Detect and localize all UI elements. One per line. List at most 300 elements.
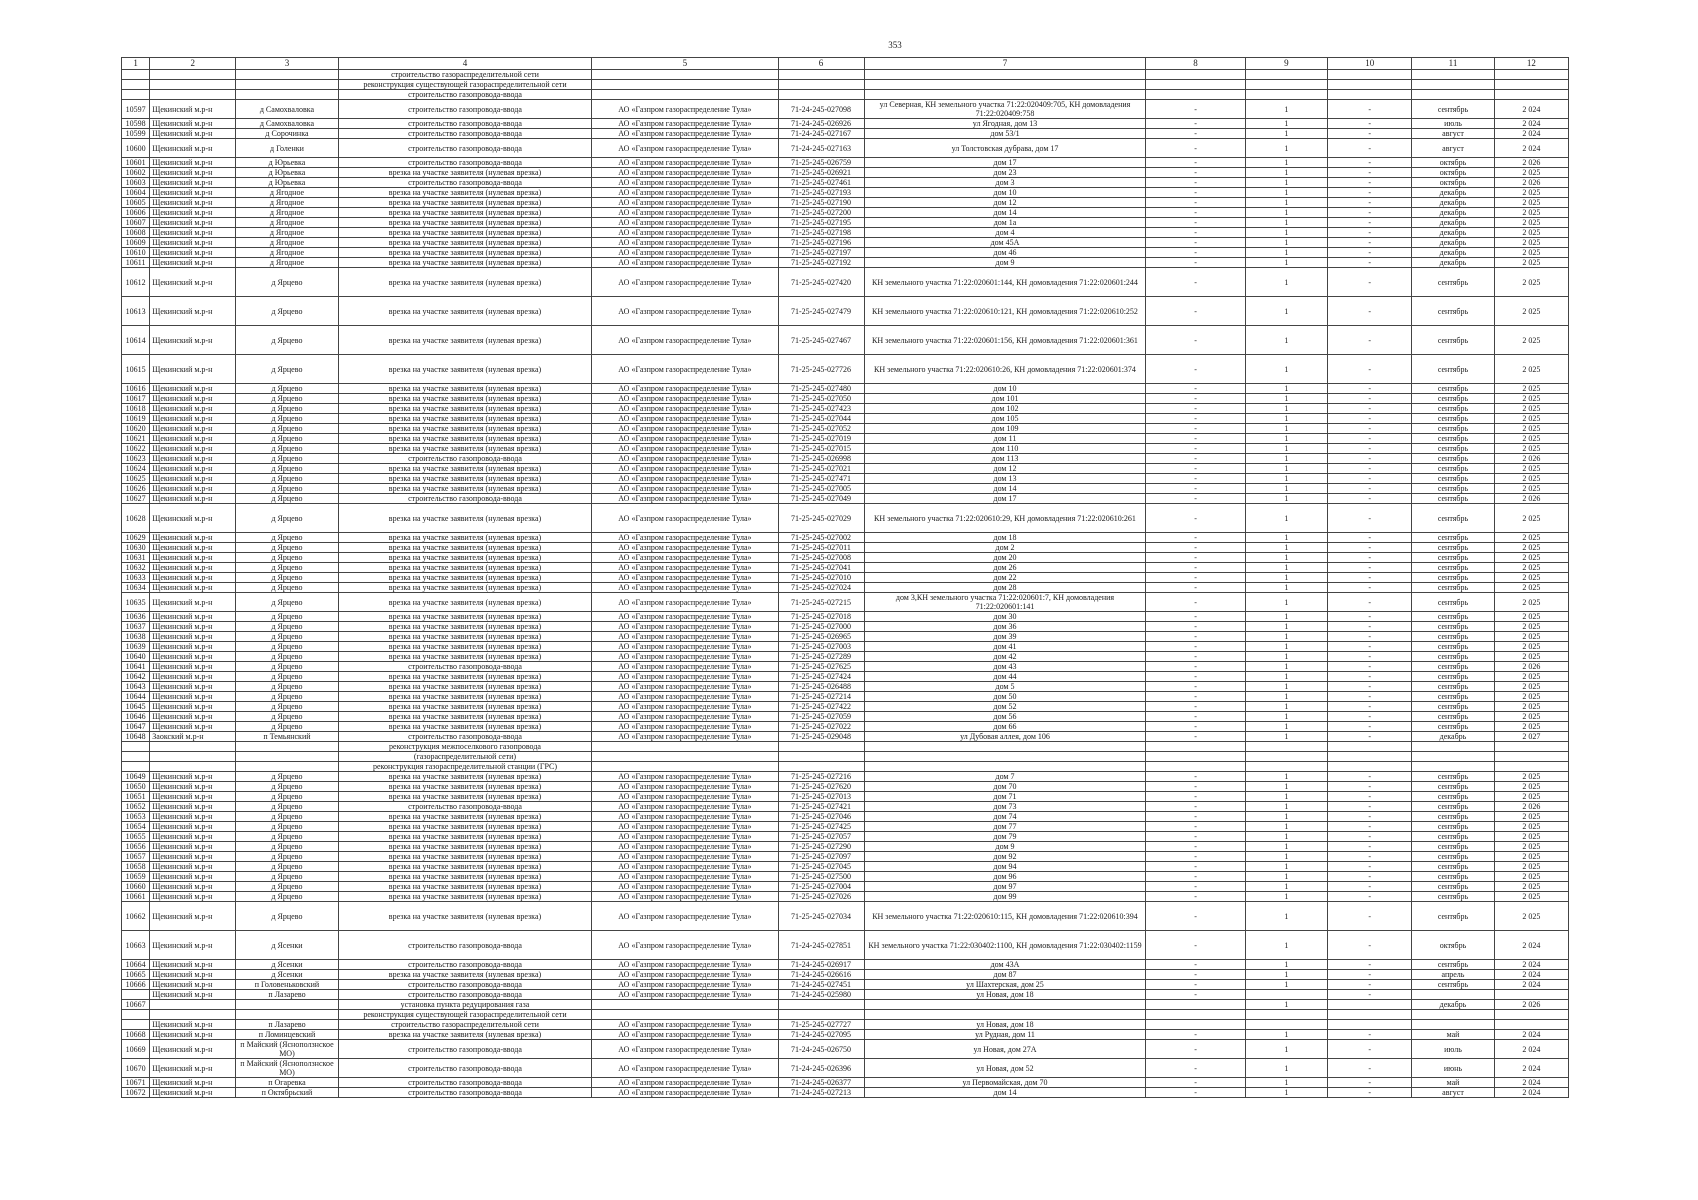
table-row: [122, 960, 1569, 970]
table-cell: -: [1328, 454, 1412, 464]
table-cell: -: [1146, 434, 1245, 444]
table-cell: -: [1146, 454, 1245, 464]
table-cell: д Ясенки: [236, 931, 338, 960]
table-cell: АО «Газпром газораспределение Тула»: [592, 198, 778, 208]
table-cell: Щекинский м.р-н: [150, 970, 236, 980]
table-cell: 71-25-245-026488: [778, 682, 864, 692]
table-cell: -: [1328, 1059, 1412, 1078]
table-cell: [236, 762, 338, 772]
table-cell: сентябрь: [1412, 464, 1495, 474]
table-cell: 71-24-245-026750: [778, 1040, 864, 1059]
table-cell: [236, 80, 338, 90]
table-cell: врезка на участке заявителя (нулевая врезка): [338, 474, 592, 484]
table-row: [122, 812, 1569, 822]
table-cell: -: [1146, 168, 1245, 178]
table-cell: Заокский м.р-н: [150, 732, 236, 742]
table-cell: КН земельного участка 71:22:020610:121, КН домовладения 71:22:020610:252: [864, 297, 1146, 326]
table-cell: 2 025: [1494, 188, 1568, 198]
table-cell: дом 53/1: [864, 129, 1146, 139]
table-cell: октябрь: [1412, 178, 1495, 188]
table-cell: 71-25-245-027004: [778, 882, 864, 892]
table-row: [122, 742, 1569, 752]
table-cell: 1: [1245, 812, 1328, 822]
table-cell: строительство газопровода-ввода: [338, 494, 592, 504]
table-cell: 1: [1245, 662, 1328, 672]
table-cell: -: [1146, 692, 1245, 702]
table-cell: сентябрь: [1412, 612, 1495, 622]
table-cell: сентябрь: [1412, 100, 1495, 119]
table-cell: 2 025: [1494, 852, 1568, 862]
table-cell: сентябрь: [1412, 268, 1495, 297]
table-cell: д Ярцево: [236, 692, 338, 702]
table-cell: 2 026: [1494, 662, 1568, 672]
table-row: [122, 970, 1569, 980]
table-cell: [1328, 762, 1412, 772]
table-cell: ул Новая, дом 18: [864, 990, 1146, 1000]
table-cell: -: [1328, 822, 1412, 832]
table-cell: АО «Газпром газораспределение Тула»: [592, 1040, 778, 1059]
header-cell: 12: [1494, 58, 1568, 70]
table-cell: 1: [1245, 414, 1328, 424]
table-cell: Щекинский м.р-н: [150, 504, 236, 533]
table-cell: октябрь: [1412, 168, 1495, 178]
table-cell: Щекинский м.р-н: [150, 188, 236, 198]
table-cell: 10649: [122, 772, 150, 782]
table-row: [122, 444, 1569, 454]
table-cell: -: [1146, 622, 1245, 632]
table-cell: 71-25-245-027003: [778, 642, 864, 652]
table-cell: [864, 1000, 1146, 1010]
table-cell: 10636: [122, 612, 150, 622]
table-cell: д Ярцево: [236, 832, 338, 842]
table-cell: -: [1328, 563, 1412, 573]
table-cell: врезка на участке заявителя (нулевая врезка): [338, 632, 592, 642]
table-cell: 2 025: [1494, 822, 1568, 832]
table-cell: 71-25-245-026998: [778, 454, 864, 464]
table-cell: июнь: [1412, 1059, 1495, 1078]
table-cell: -: [1328, 642, 1412, 652]
table-cell: -: [1328, 100, 1412, 119]
table-cell: 10640: [122, 652, 150, 662]
table-cell: [592, 1000, 778, 1010]
table-cell: 2 025: [1494, 702, 1568, 712]
table-cell: д Ярцево: [236, 612, 338, 622]
table-row: [122, 553, 1569, 563]
table-cell: Щекинский м.р-н: [150, 297, 236, 326]
table-cell: -: [1146, 862, 1245, 872]
table-row: [122, 990, 1569, 1000]
table-cell: 71-24-245-027213: [778, 1088, 864, 1098]
table-cell: д Ярцево: [236, 504, 338, 533]
table-row: [122, 188, 1569, 198]
table-cell: сентябрь: [1412, 642, 1495, 652]
table-cell: 1: [1245, 268, 1328, 297]
table-cell: -: [1328, 722, 1412, 732]
table-cell: врезка на участке заявителя (нулевая врезка): [338, 464, 592, 474]
table-cell: врезка на участке заявителя (нулевая врезка): [338, 692, 592, 702]
table-cell: врезка на участке заявителя (нулевая врезка): [338, 642, 592, 652]
table-cell: -: [1146, 1088, 1245, 1098]
table-cell: -: [1146, 812, 1245, 822]
table-cell: Щекинский м.р-н: [150, 722, 236, 732]
table-cell: сентябрь: [1412, 404, 1495, 414]
table-cell: АО «Газпром газораспределение Тула»: [592, 484, 778, 494]
table-cell: [1494, 1010, 1568, 1020]
table-cell: 10669: [122, 1040, 150, 1059]
table-cell: АО «Газпром газораспределение Тула»: [592, 931, 778, 960]
table-cell: Щекинский м.р-н: [150, 1059, 236, 1078]
table-cell: Щекинский м.р-н: [150, 642, 236, 652]
table-cell: д Ярцево: [236, 297, 338, 326]
table-body: [122, 58, 1569, 1098]
table-cell: 10634: [122, 583, 150, 593]
table-cell: Щекинский м.р-н: [150, 394, 236, 404]
table-cell: Щекинский м.р-н: [150, 652, 236, 662]
table-cell: АО «Газпром газораспределение Тула»: [592, 872, 778, 882]
table-cell: [122, 742, 150, 752]
table-cell: врезка на участке заявителя (нулевая врезка): [338, 1030, 592, 1040]
table-cell: 71-24-245-027098: [778, 100, 864, 119]
table-cell: Щекинский м.р-н: [150, 198, 236, 208]
table-cell: 2 025: [1494, 326, 1568, 355]
table-row: [122, 662, 1569, 672]
table-cell: 71-25-245-026965: [778, 632, 864, 642]
table-cell: -: [1328, 772, 1412, 782]
table-cell: АО «Газпром газораспределение Тула»: [592, 662, 778, 672]
table-cell: сентябрь: [1412, 533, 1495, 543]
table-cell: -: [1146, 1040, 1245, 1059]
table-cell: Щекинский м.р-н: [150, 553, 236, 563]
table-cell: врезка на участке заявителя (нулевая врезка): [338, 553, 592, 563]
table-cell: 1: [1245, 1040, 1328, 1059]
table-cell: дом 43А: [864, 960, 1146, 970]
table-cell: декабрь: [1412, 248, 1495, 258]
table-cell: 2 025: [1494, 384, 1568, 394]
table-cell: 1: [1245, 198, 1328, 208]
table-cell: 1: [1245, 563, 1328, 573]
table-cell: 2 025: [1494, 892, 1568, 902]
table-cell: [122, 762, 150, 772]
table-cell: врезка на участке заявителя (нулевая врезка): [338, 892, 592, 902]
table-cell: сентябрь: [1412, 454, 1495, 464]
table-cell: дом 26: [864, 563, 1146, 573]
page-number: 353: [888, 40, 902, 50]
table-cell: сентябрь: [1412, 792, 1495, 802]
table-cell: -: [1328, 129, 1412, 139]
table-cell: 2 025: [1494, 712, 1568, 722]
table-row: [122, 90, 1569, 100]
table-row: [122, 80, 1569, 90]
table-cell: [236, 90, 338, 100]
table-cell: 1: [1245, 434, 1328, 444]
table-cell: [236, 1000, 338, 1010]
table-cell: сентябрь: [1412, 802, 1495, 812]
table-cell: врезка на участке заявителя (нулевая врезка): [338, 384, 592, 394]
table-cell: дом 13: [864, 474, 1146, 484]
table-cell: врезка на участке заявителя (нулевая врезка): [338, 238, 592, 248]
table-cell: 1: [1245, 326, 1328, 355]
table-cell: ул Толстовская дубрава, дом 17: [864, 139, 1146, 158]
table-cell: [864, 742, 1146, 752]
table-cell: [864, 90, 1146, 100]
table-cell: Щекинский м.р-н: [150, 902, 236, 931]
table-cell: д Ярцево: [236, 852, 338, 862]
table-cell: строительство газопровода-ввода: [338, 158, 592, 168]
table-cell: Щекинский м.р-н: [150, 1088, 236, 1098]
table-cell: [592, 1010, 778, 1020]
table-cell: -: [1146, 414, 1245, 424]
table-cell: дом 2: [864, 543, 1146, 553]
table-cell: д Ягодное: [236, 258, 338, 268]
table-cell: -: [1146, 100, 1245, 119]
table-cell: строительство газопровода-ввода: [338, 1040, 592, 1059]
table-cell: сентябрь: [1412, 862, 1495, 872]
table-cell: д Юрьевка: [236, 168, 338, 178]
table-cell: Щекинский м.р-н: [150, 414, 236, 424]
table-cell: Щекинский м.р-н: [150, 1020, 236, 1030]
table-cell: 1: [1245, 208, 1328, 218]
table-cell: 2 025: [1494, 484, 1568, 494]
table-cell: [1328, 80, 1412, 90]
table-cell: Щекинский м.р-н: [150, 882, 236, 892]
table-cell: строительство газопровода-ввода: [338, 960, 592, 970]
table-cell: дом 12: [864, 198, 1146, 208]
table-cell: дом 36: [864, 622, 1146, 632]
table-cell: строительство газопровода-ввода: [338, 662, 592, 672]
table-cell: декабрь: [1412, 228, 1495, 238]
table-cell: 10635: [122, 593, 150, 612]
table-row: [122, 1010, 1569, 1020]
header-cell: 2: [150, 58, 236, 70]
table-cell: д Ярцево: [236, 842, 338, 852]
table-cell: 71-25-245-027625: [778, 662, 864, 672]
header-cell: 10: [1328, 58, 1412, 70]
table-cell: -: [1146, 772, 1245, 782]
table-cell: 2 025: [1494, 832, 1568, 842]
table-cell: Щекинский м.р-н: [150, 474, 236, 484]
table-cell: 71-24-245-026926: [778, 119, 864, 129]
table-cell: Щекинский м.р-н: [150, 692, 236, 702]
table-row: [122, 1000, 1569, 1010]
table-cell: п Темьянский: [236, 732, 338, 742]
table-cell: дом 50: [864, 692, 1146, 702]
table-cell: 10614: [122, 326, 150, 355]
table-cell: Щекинский м.р-н: [150, 852, 236, 862]
table-cell: 2 025: [1494, 404, 1568, 414]
table-cell: 71-25-245-027059: [778, 712, 864, 722]
table-cell: 10642: [122, 672, 150, 682]
table-cell: 71-25-245-027480: [778, 384, 864, 394]
table-cell: 2 025: [1494, 692, 1568, 702]
table-cell: 1: [1245, 970, 1328, 980]
table-cell: АО «Газпром газораспределение Тула»: [592, 832, 778, 842]
table-cell: 71-25-245-027045: [778, 862, 864, 872]
table-cell: дом 17: [864, 158, 1146, 168]
table-cell: АО «Газпром газораспределение Тула»: [592, 862, 778, 872]
table-row: [122, 404, 1569, 414]
table-cell: 10630: [122, 543, 150, 553]
table-cell: -: [1146, 208, 1245, 218]
table-cell: -: [1146, 672, 1245, 682]
table-row: [122, 454, 1569, 464]
table-cell: -: [1146, 872, 1245, 882]
table-cell: 71-25-245-027052: [778, 424, 864, 434]
table-cell: 10616: [122, 384, 150, 394]
table-row: [122, 802, 1569, 812]
table-cell: 71-24-245-026917: [778, 960, 864, 970]
table-cell: сентябрь: [1412, 882, 1495, 892]
table-cell: 71-24-245-027095: [778, 1030, 864, 1040]
table-cell: врезка на участке заявителя (нулевая врезка): [338, 326, 592, 355]
table-cell: Щекинский м.р-н: [150, 960, 236, 970]
table-cell: 10646: [122, 712, 150, 722]
table-cell: [1146, 1020, 1245, 1030]
table-cell: Щекинский м.р-н: [150, 892, 236, 902]
table-cell: Щекинский м.р-н: [150, 434, 236, 444]
table-cell: сентябрь: [1412, 902, 1495, 931]
table-cell: [1146, 1000, 1245, 1010]
table-cell: строительство газопровода-ввода: [338, 931, 592, 960]
table-cell: 2 024: [1494, 1030, 1568, 1040]
table-cell: 1: [1245, 248, 1328, 258]
table-cell: 2 025: [1494, 553, 1568, 563]
table-cell: июль: [1412, 1040, 1495, 1059]
table-cell: Щекинский м.р-н: [150, 622, 236, 632]
table-cell: 1: [1245, 612, 1328, 622]
table-cell: д Ярцево: [236, 355, 338, 384]
table-cell: строительство газопровода-ввода: [338, 90, 592, 100]
table-cell: 2 025: [1494, 902, 1568, 931]
table-cell: -: [1146, 494, 1245, 504]
table-cell: апрель: [1412, 970, 1495, 980]
table-cell: [122, 1020, 150, 1030]
table-cell: 10626: [122, 484, 150, 494]
table-cell: врезка на участке заявителя (нулевая врезка): [338, 652, 592, 662]
table-cell: ул Северная, КН земельного участка 71:22:020409:705, КН домовладения 71:22:020409:758: [864, 100, 1146, 119]
table-cell: сентябрь: [1412, 424, 1495, 434]
table-cell: сентябрь: [1412, 384, 1495, 394]
table-cell: -: [1146, 960, 1245, 970]
table-cell: -: [1328, 802, 1412, 812]
table-cell: сентябрь: [1412, 494, 1495, 504]
table-cell: АО «Газпром газораспределение Тула»: [592, 593, 778, 612]
table-row: [122, 892, 1569, 902]
table-cell: строительство газопровода-ввода: [338, 454, 592, 464]
table-cell: 10629: [122, 533, 150, 543]
table-row: [122, 902, 1569, 931]
table-cell: -: [1146, 464, 1245, 474]
table-cell: 1: [1245, 139, 1328, 158]
table-cell: Щекинский м.р-н: [150, 612, 236, 622]
table-cell: 1: [1245, 297, 1328, 326]
table-cell: 10657: [122, 852, 150, 862]
table-cell: -: [1328, 414, 1412, 424]
table-cell: д Самохваловка: [236, 100, 338, 119]
table-row: [122, 494, 1569, 504]
table-cell: -: [1146, 712, 1245, 722]
table-cell: Щекинский м.р-н: [150, 672, 236, 682]
table-row: [122, 682, 1569, 692]
table-cell: строительство газопровода-ввода: [338, 178, 592, 188]
table-cell: КН земельного участка 71:22:020610:29, КН домовладения 71:22:020610:261: [864, 504, 1146, 533]
table-cell: август: [1412, 129, 1495, 139]
table-cell: [592, 742, 778, 752]
table-cell: Щекинский м.р-н: [150, 384, 236, 394]
table-cell: д Ярцево: [236, 543, 338, 553]
table-cell: 10600: [122, 139, 150, 158]
table-cell: 2 025: [1494, 424, 1568, 434]
table-cell: 71-25-245-027471: [778, 474, 864, 484]
table-cell: АО «Газпром газораспределение Тула»: [592, 178, 778, 188]
table-cell: п Огаревка: [236, 1078, 338, 1088]
table-cell: ул Шахтерская, дом 25: [864, 980, 1146, 990]
table-row: [122, 852, 1569, 862]
table-cell: 1: [1245, 355, 1328, 384]
table-cell: строительство газопровода-ввода: [338, 129, 592, 139]
table-cell: (газораспределительной сети): [338, 752, 592, 762]
table-cell: 10672: [122, 1088, 150, 1098]
table-cell: 71-25-245-027019: [778, 434, 864, 444]
table-cell: 2 025: [1494, 812, 1568, 822]
table-cell: 1: [1245, 218, 1328, 228]
table-cell: АО «Газпром газораспределение Тула»: [592, 622, 778, 632]
table-cell: АО «Газпром газораспределение Тула»: [592, 394, 778, 404]
table-cell: дом 14: [864, 208, 1146, 218]
table-cell: -: [1146, 1078, 1245, 1088]
table-cell: [150, 80, 236, 90]
table-cell: 2 024: [1494, 960, 1568, 970]
table-cell: -: [1146, 882, 1245, 892]
table-cell: д Ягодное: [236, 248, 338, 258]
table-cell: врезка на участке заявителя (нулевая врезка): [338, 208, 592, 218]
table-cell: д Ярцево: [236, 583, 338, 593]
table-row: [122, 218, 1569, 228]
table-cell: [1412, 1020, 1495, 1030]
table-cell: АО «Газпром газораспределение Тула»: [592, 228, 778, 238]
table-row: [122, 632, 1569, 642]
table-cell: АО «Газпром газораспределение Тула»: [592, 812, 778, 822]
table-cell: 71-25-245-027000: [778, 622, 864, 632]
table-cell: АО «Газпром газораспределение Тула»: [592, 692, 778, 702]
table-cell: -: [1146, 682, 1245, 692]
table-cell: 1: [1245, 782, 1328, 792]
table-cell: -: [1328, 464, 1412, 474]
table-cell: 71-25-245-027190: [778, 198, 864, 208]
table-cell: 71-25-245-027015: [778, 444, 864, 454]
table-cell: октябрь: [1412, 158, 1495, 168]
table-cell: строительство газопровода-ввода: [338, 139, 592, 158]
table-cell: д Ярцево: [236, 702, 338, 712]
table-cell: врезка на участке заявителя (нулевая врезка): [338, 248, 592, 258]
table-cell: -: [1328, 902, 1412, 931]
table-cell: д Ярцево: [236, 682, 338, 692]
table-cell: 2 024: [1494, 100, 1568, 119]
table-cell: Щекинский м.р-н: [150, 842, 236, 852]
table-cell: АО «Газпром газораспределение Тула»: [592, 424, 778, 434]
table-cell: дом 18: [864, 533, 1146, 543]
table-cell: 1: [1245, 553, 1328, 563]
table-cell: 2 025: [1494, 474, 1568, 484]
table-cell: д Ярцево: [236, 434, 338, 444]
table-cell: -: [1328, 494, 1412, 504]
table-cell: дом 3: [864, 178, 1146, 188]
table-cell: сентябрь: [1412, 593, 1495, 612]
table-cell: д Ярцево: [236, 882, 338, 892]
table-cell: 10637: [122, 622, 150, 632]
table-cell: врезка на участке заявителя (нулевая врезка): [338, 682, 592, 692]
table-cell: 2 026: [1494, 178, 1568, 188]
table-cell: 71-25-245-027008: [778, 553, 864, 563]
